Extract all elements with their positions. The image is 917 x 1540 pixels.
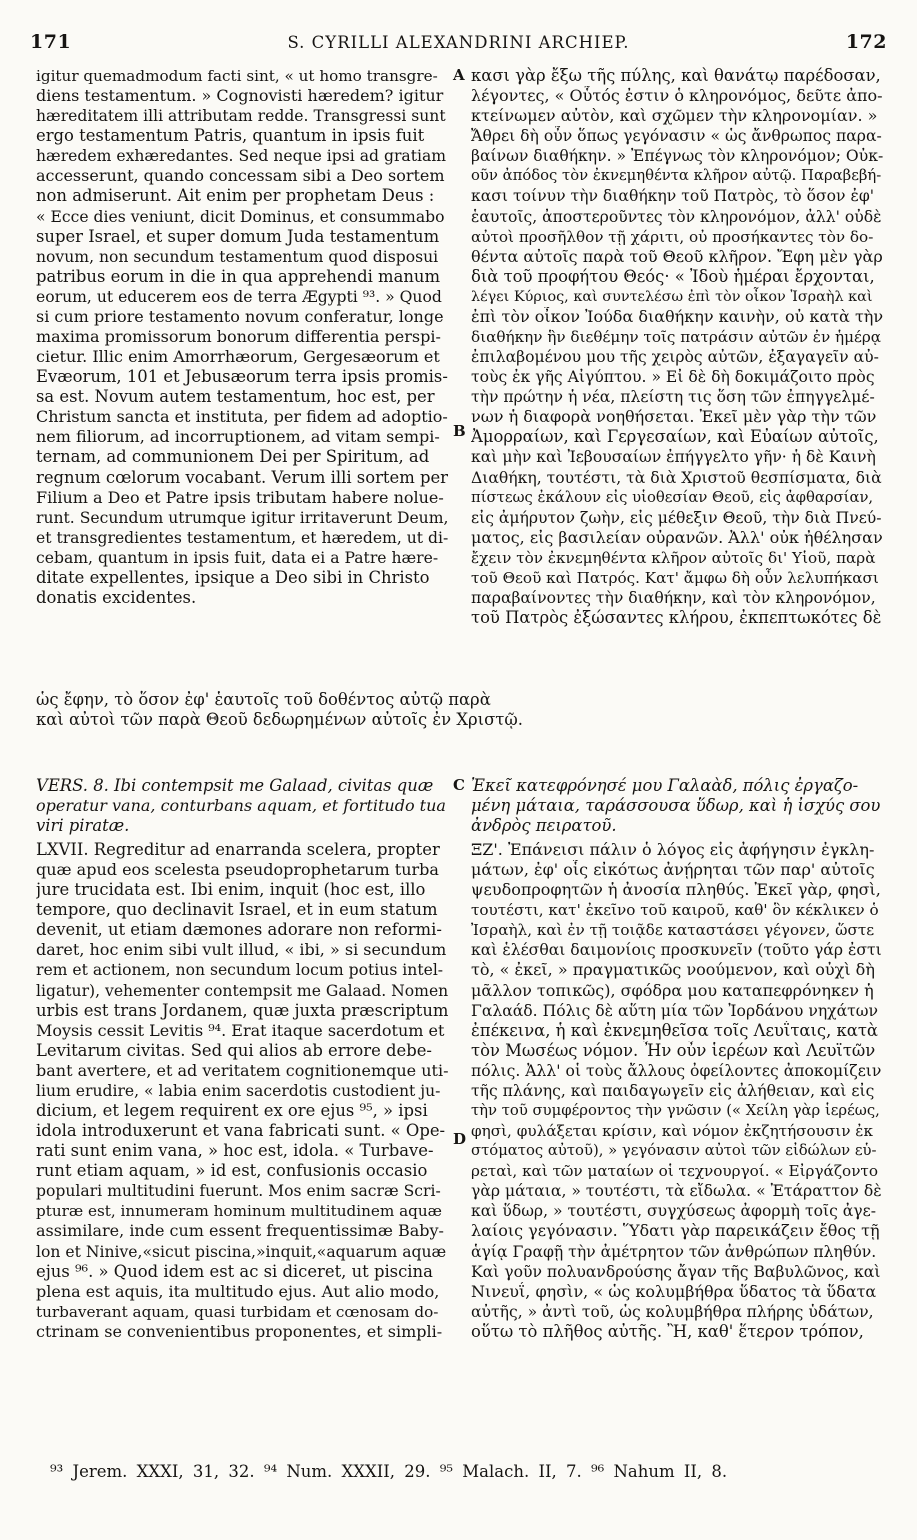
text-line: operatur vana, conturbans aquam, et fortitudo tua [36,796,446,816]
text-line: lium erudire, « labia enim sacerdotis custodient ju- [36,1081,441,1100]
text-line: runt. Secundum utrumque igitur irritaverunt Deum, [36,508,448,527]
text-line: Γαλαάδ. Πόλις δὲ αὕτη μία τῶν Ἰορδάνου νηχάτων [471,1001,878,1020]
text-line: regnum cœlorum vocabant. Verum illi sortem per [36,467,448,487]
text-line: βαίνων διαθήκην. » Ἐπέγνως τὸν κληρονόμον; Οὐκ- [471,147,883,166]
margin-letter-a: A [453,66,465,84]
text-line: ἑαυτοῖς, ἀποστεροῦντες τὸν κληρονόμον, ἀλλ' οὐδὲ [471,207,882,226]
text-line: τῆς πλάνης, καὶ παιδαγωγεῖν εἰς ἀλήθειαν, καὶ εἰς [471,1081,875,1100]
page-number-right: 172 [845,31,887,53]
text-line: ἁγίᾳ Γραφῇ τὴν ἀμέτρητον τῶν ἀνθρώπων πληθύν. [471,1242,877,1261]
text-line: novum, non secundum testamentum quod disposui [36,247,439,266]
text-line: si cum priore testamento novum conferatur, longe [36,306,444,326]
greek-spanning-line: καὶ αὐτοὶ τῶν παρὰ Θεοῦ δεδωρημένων αὐτοῖς ἐν Χριστῷ. [36,710,523,729]
text-line: τουτέστι, κατ' ἐκεῖνο τοῦ καιροῦ, καθ' ὃν κέκλικεν ὁ [471,901,879,920]
text-line: ternam, ad communionem Dei per Spiritum, ad [36,447,430,467]
text-line: « Ecce dies veniunt, dicit Dominus, et consummabo [36,207,445,226]
text-line: idola introduxerunt et vana fabricati sunt. « Ope- [36,1121,446,1141]
text-line: turbaverant aquam, quasi turbidam et cœnosam do- [36,1302,439,1321]
text-line: non admiserunt. Ait enim per prophetam Deus : [36,186,435,206]
text-line: assimilare, inde cum essent frequentissimæ Baby- [36,1221,444,1241]
text-line: ergo testamentum Patris, quantum in ipsis fuit [36,126,425,146]
text-line: donatis excidentes. [36,588,197,608]
text-line: μάτων, ἐφ' οἷς εἰκότως ἀνῄρηται τῶν παρ' αὐτοῖς [471,860,875,880]
text-line: diens testamentum. » Cognovisti hæredem? igitur [36,86,444,106]
text-line: accesserunt, quando concessam sibi a Deo sortem [36,166,445,186]
text-line: πίστεως ἐκάλουν εἰς υἱοθεσίαν Θεοῦ, εἰς ἀφθαρσίαν, [471,488,874,506]
text-line: lon et Ninive,«sicut piscina,»inquit,«aquarum aquæ [36,1242,447,1261]
text-line: στόματος αὐτοῦ), » γεγόνασιν αὐτοὶ τῶν εἰδώλων εὑ- [471,1142,877,1160]
text-line: nem filiorum, ad incorruptionem, ad vitam sempi- [36,427,440,447]
text-line: Levitarum civitas. Sed qui alios ab errore debe- [36,1040,432,1060]
greek-spanning-line: ὡς ἔφην, τὸ ὅσον ἐφ' ἑαυτοῖς τοῦ δοθέντος αὐτῷ παρὰ [36,690,491,709]
text-line: λέγει Κύριος, καὶ συντελέσω ἐπὶ τὸν οἶκον Ἰσραὴλ καὶ [471,288,873,305]
page-number-left: 171 [30,31,72,53]
text-line: τοῦ Θεοῦ καὶ Πατρός. Κατ' ἄμφω δὴ οὖν λελυπήκασι [471,568,879,587]
text-line: Filium a Deo et Patre ipsis tributam habere nolue- [36,487,444,507]
text-line: runt etiam aquam, » id est, confusionis occasio [36,1161,428,1181]
text-line: dicium, et legem requirent ex ore ejus ⁹⁵, » ipsi [36,1101,428,1121]
text-line: κασι τοίνυν τὴν διαθήκην τοῦ Πατρὸς, τὸ ὅσον ἐφ' [471,187,875,206]
text-line: super Israel, et super domum Juda testamentum [36,226,440,246]
text-line: Νινευΐ, φησὶν, « ὡς κολυμβήθρα ὕδατος τὰ ὕδατα [471,1281,877,1301]
text-line: κασι γὰρ ἔξω τῆς πύλης, καὶ θανάτῳ παρέδοσαν, [471,66,881,85]
text-line: Διαθήκη, τουτέστι, τὰ διὰ Χριστοῦ θεσπίσματα, διὰ [471,468,882,487]
text-line: Moysis cessit Levitis ⁹⁴. Erat itaque sacerdotum et [36,1020,445,1040]
text-line: μᾶλλον τοπικῶς), σφόδρα μου καταπεφρόνηκεν ἡ [471,980,874,1000]
margin-letter-d: D [453,1130,467,1148]
text-line: κτείνωμεν αὐτὸν, καὶ σχῶμεν τὴν κληρονομίαν. » [471,106,878,126]
text-line: τοὺς ἐκ γῆς Αἰγύπτου. » Εἰ δὲ δὴ δοκιμάζοιτο πρὸς [471,368,875,387]
text-line: καὶ ἑλέσθαι δαιμονίοις προσκυνεῖν (τοῦτο γάρ ἐστι [471,941,882,960]
text-line: populari multitudini fuerunt. Mos enim sacræ Scri- [36,1182,441,1201]
footnotes: ⁹³ Jerem. XXXI, 31, 32. ⁹⁴ Num. XXXII, 29. ⁹⁵ Malach. II, 7. ⁹⁶ Nahum II, 8. [50,1462,728,1481]
text-line: devenit, ut etiam dæmones adorare non reformi- [36,920,442,940]
text-line: τὸν Μωσέως νόμον. Ἦν οὖν ἱερέων καὶ Λευϊτῶν [471,1040,876,1060]
text-line: ligatur), vehementer contempsit me Galaad. Nomen [36,981,448,1000]
text-line: Ἐκεῖ κατεφρόνησέ μου Γαλαὰδ, πόλις ἐργαζο- [471,776,859,795]
text-line: καὶ ὕδωρ, » τουτέστι, συγχύσεως ἀφορμὴ τοῖς ἀγε- [471,1202,876,1221]
text-line: rem et actionem, non secundum locum potius intel- [36,961,444,980]
running-header [30,31,887,57]
text-line: ρεταὶ, καὶ τῶν ματαίων οἱ τεχνουργοί. « Εἰργάζοντο [471,1162,878,1181]
greek-column-bottom [471,840,883,1342]
text-line: et transgredientes testamentum, et hæredem, ut di- [36,528,448,547]
text-line: μένη μάταια, ταράσσουσα ὕδωρ, καὶ ἡ ἰσχύς σου [471,796,881,816]
text-line: hæreditatem illi attributam redde. Transgressi sunt [36,107,446,126]
text-line: maxima promissorum bonorum differentia perspi- [36,327,441,347]
text-line: urbis est trans Jordanem, quæ juxta præscriptum [36,1000,448,1020]
text-line: ψευδοπροφητῶν ἡ ἀνοσία πληθύς. Ἐκεῖ γὰρ, φησὶ, [471,880,881,900]
text-line: jure trucidata est. Ibi enim, inquit (hoc est, illo [36,880,426,900]
text-line: igitur quemadmodum facti sint, « ut homo transgre- [36,67,438,85]
text-line: διὰ τοῦ προφήτου Θεός· « Ἰδοὺ ἡμέραι ἔρχονται, [471,266,875,286]
text-line: ματος, εἰς βασιλείαν οὐρανῶν. Ἀλλ' οὐκ ἠθέλησαν [471,527,883,547]
text-line: γὰρ μάταια, » τουτέστι, τὰ εἴδωλα. « Ἐτάραττον δὲ [471,1182,882,1201]
text-line: ἔχειν τὸν ἐκνεμηθέντα κλῆρον αὐτοῖς δι' Υἱοῦ, παρὰ [471,548,876,567]
text-line: αὐτῆς, » ἀντὶ τοῦ, ὡς κολυμβήθρα πλήρης ὑδάτων, [471,1302,874,1321]
text-line: φησὶ, φυλάξεται κρίσιν, καὶ νόμον ἐκζητήσουσιν ἐκ [471,1122,873,1141]
text-line: ἀνδρὸς πειρατοῦ. [471,816,617,836]
text-line: Ἰσραὴλ, καὶ ἐν τῇ τοιᾷδε καταστάσει γέγονεν, ὥστε [471,921,875,940]
latin-verse-lemma [36,776,448,836]
text-line: τὴν πρώτην ἡ νέα, πλείστη τις ὅση τῶν ἐπηγγελμέ- [471,388,875,407]
text-line: Christum sancta et instituta, per fidem ad adoptio- [36,407,448,427]
text-line: οὕτω τὸ πλῆθος αὐτῆς. Ἢ, καθ' ἕτερον τρόπον, [471,1321,864,1341]
text-line: θέντα αὐτοῖς παρὰ τοῦ Θεοῦ κλῆρον. Ἔφη μὲν γὰρ [471,246,883,266]
text-line: bant avertere, et ad veritatem cognitionemque uti- [36,1060,448,1080]
greek-spanning-text [36,690,886,730]
text-line: λέγοντες, « Οὗτός ἐστιν ὁ κληρονόμος, δεῦτε ἀπο- [471,86,883,106]
margin-letter-c: C [453,776,465,794]
text-line: VERS. 8. Ibi contempsit me Galaad, civitas quæ [36,776,434,795]
text-line: LXVII. Regreditur ad enarranda scelera, propter [36,840,440,859]
text-line: τοῦ Πατρὸς ἐξώσαντες κλήρου, ἐκπεπτωκότες δὲ [471,608,882,628]
text-line: αὐτοὶ προσῆλθον τῇ χάριτι, οὐ προσήκαντες τὸν δο- [471,227,874,246]
text-line: πόλις. Ἀλλ' οἱ τοὺς ἄλλους ὀφείλοντες ἀποκομίζειν [471,1061,882,1080]
text-line: patribus eorum in die in qua apprehendi manum [36,266,441,286]
text-line: sa est. Novum autem testamentum, hoc est, per [36,387,435,407]
text-line: eorum, ut educerem eos de terra Ægypti ⁹³. » Quod [36,287,442,306]
running-title: S. CYRILLI ALEXANDRINI ARCHIEP. [287,33,630,52]
text-line: ejus ⁹⁶. » Quod idem est ac si diceret, ut piscina [36,1261,433,1281]
text-line: διαθήκην ἣν διεθέμην τοῖς πατράσιν αὐτῶν ἐν ἡμέρᾳ [471,328,882,347]
text-line: Καὶ γοῦν πολυανδρούσης ἄγαν τῆς Βαβυλῶνος, καὶ [471,1262,881,1281]
text-line: ἐπὶ τὸν οἶκον Ἰούδα διαθήκην καινὴν, οὐ κατὰ τὴν [471,306,883,326]
greek-verse-lemma [471,776,883,836]
text-line: νων ἡ διαφορὰ νοηθήσεται. Ἐκεῖ μὲν γὰρ τὴν τῶν [471,407,877,427]
text-line: ctrinam se convenientibus proponentes, et simpli- [36,1321,443,1341]
text-line: plena est aquis, ita multitudo ejus. Aut alio modo, [36,1281,440,1301]
text-line: ἐπιλαβομένου μου τῆς χειρὸς αὐτῶν, ἐξαγαγεῖν αὐ- [471,348,879,367]
text-line: ditate expellentes, ipsique a Deo sibi in Christo [36,567,430,587]
greek-column-top [471,66,883,628]
text-line: τὸ, « ἐκεῖ, » πραγματικῶς νοούμενον, καὶ οὐχὶ δὴ [471,960,875,980]
text-line: τὴν τοῦ συμφέροντος τὴν γνῶσιν (« Χείλη γὰρ ἱερέως, [471,1102,880,1120]
text-line: tempore, quo declinavit Israel, et in eum statum [36,900,438,920]
text-line: οῦν ἀπόδος τὸν ἐκνεμηθέντα κλῆρον αὐτῷ. Παραβεβή- [471,167,882,185]
text-line: Evæorum, 101 et Jebusæorum terra ipsis promis- [36,367,448,387]
text-line: quæ apud eos scelesta pseudoprophetarum turba [36,860,439,880]
text-line: viri piratæ. [36,816,130,836]
text-line: cietur. Illic enim Amorrhæorum, Gergesæorum et [36,347,440,367]
text-line: hæredem exhæredantes. Sed neque ipsi ad gratiam [36,147,447,166]
text-line: παραβαίνοντες τὴν διαθήκην, καὶ τὸν κληρονόμον, [471,589,876,608]
text-line: λαίοις γεγόνασιν. Ὕδατι γὰρ παρεικάζειν ἔθος τῇ [471,1221,880,1241]
latin-column-top [36,66,448,608]
text-line: rati sunt enim vana, » hoc est, idola. « Turbave- [36,1141,434,1161]
margin-letter-b: B [453,422,466,440]
text-line: cebam, quantum in ipsis fuit, data ei a Patre hære- [36,548,439,567]
text-line: Ἄθρει δὴ οὖν ὅπως γεγόνασιν « ὡς ἄνθρωπος παρα- [471,127,882,146]
text-line: daret, hoc enim sibi vult illud, « ibi, » si secundum [36,940,447,960]
text-line: ΞΖ'. Ἐπάνεισι πάλιν ὁ λόγος εἰς ἀφήγησιν ἐγκλη- [471,840,875,859]
text-line: εἰς ἀμήρυτον ζωὴν, εἰς μέθεξιν Θεοῦ, τὴν διὰ Πνεύ- [471,508,882,527]
latin-column-bottom [36,840,448,1342]
text-line: Ἀμορραίων, καὶ Γεργεσαίων, καὶ Εὐαίων αὐτοῖς, [471,427,879,447]
text-line: pturæ est, innumeram hominum multitudinem aquæ [36,1202,442,1221]
text-line: καὶ μὴν καὶ Ἰεβουσαίων ἐπήγγελτο γῆν· ἡ δὲ Καινὴ [471,448,876,467]
text-line: ἐπέκεινα, ἡ καὶ ἐκνεμηθεῖσα τοῖς Λευΐταις, κατὰ [471,1020,878,1040]
